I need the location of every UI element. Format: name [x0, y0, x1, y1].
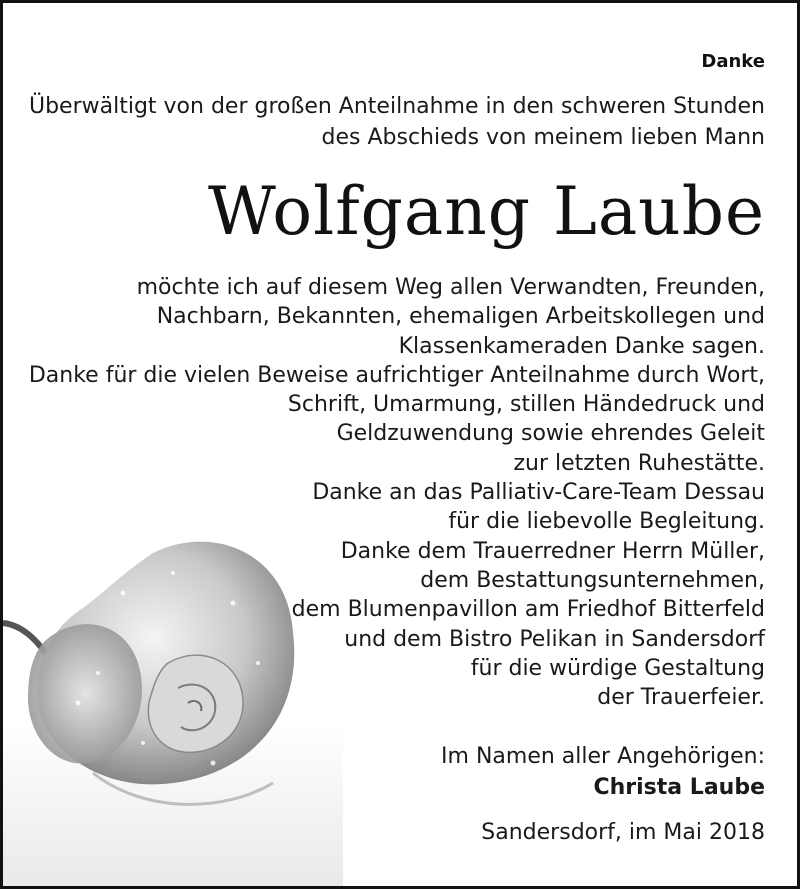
thanks-line: Danke dem Trauerredner Herrn Müller, — [340, 538, 765, 564]
thanks-line: möchte ich auf diesem Weg allen Verwandten, Freunden, — [136, 275, 765, 300]
thanks-line: Danke an das Palliativ-Care-Team Dessau — [312, 480, 765, 506]
thanks-line: Danke für die vielen Beweise aufrichtiger Anteilnahme durch Wort, — [28, 362, 765, 388]
thanks-line: und dem Bistro Pelikan in Sandersdorf — [344, 626, 765, 652]
thanks-line: Nachbarn, Bekannten, ehemaligen Arbeitskollegen und — [156, 304, 765, 330]
thanks-line: zur letzten Ruhestätte. — [513, 450, 765, 476]
thanks-line: Geldzuwendung sowie ehrendes Geleit — [336, 421, 765, 447]
thanks-line: dem Bestattungsunternehmen, — [420, 567, 765, 593]
signer-name: Christa Laube — [593, 775, 765, 800]
place-date: Sandersdorf, im Mai 2018 — [481, 820, 765, 845]
intro-text — [29, 91, 765, 153]
closing-line: Im Namen aller Angehörigen: — [441, 744, 765, 769]
thanks-line: Klassenkameraden Danke sagen. — [398, 333, 765, 359]
thanks-line: Schrift, Umarmung, stillen Händedruck und — [287, 392, 765, 418]
thanks-line: für die liebevolle Begleitung. — [448, 509, 765, 535]
thanks-line: der Trauerfeier. — [597, 685, 765, 711]
thanks-text — [29, 273, 765, 712]
intro-line: Überwältigt von der großen Anteilnahme in den schweren Stunden — [28, 94, 765, 119]
closing — [441, 741, 765, 803]
intro-line: des Abschieds von meinem lieben Mann — [321, 125, 765, 150]
thanks-line: dem Blumenpavillon am Friedhof Bitterfeld — [291, 597, 765, 623]
thanks-line: für die würdige Gestaltung — [470, 655, 765, 681]
deceased-name: Wolfgang Laube — [208, 173, 765, 250]
notice-heading: Danke — [701, 51, 765, 72]
